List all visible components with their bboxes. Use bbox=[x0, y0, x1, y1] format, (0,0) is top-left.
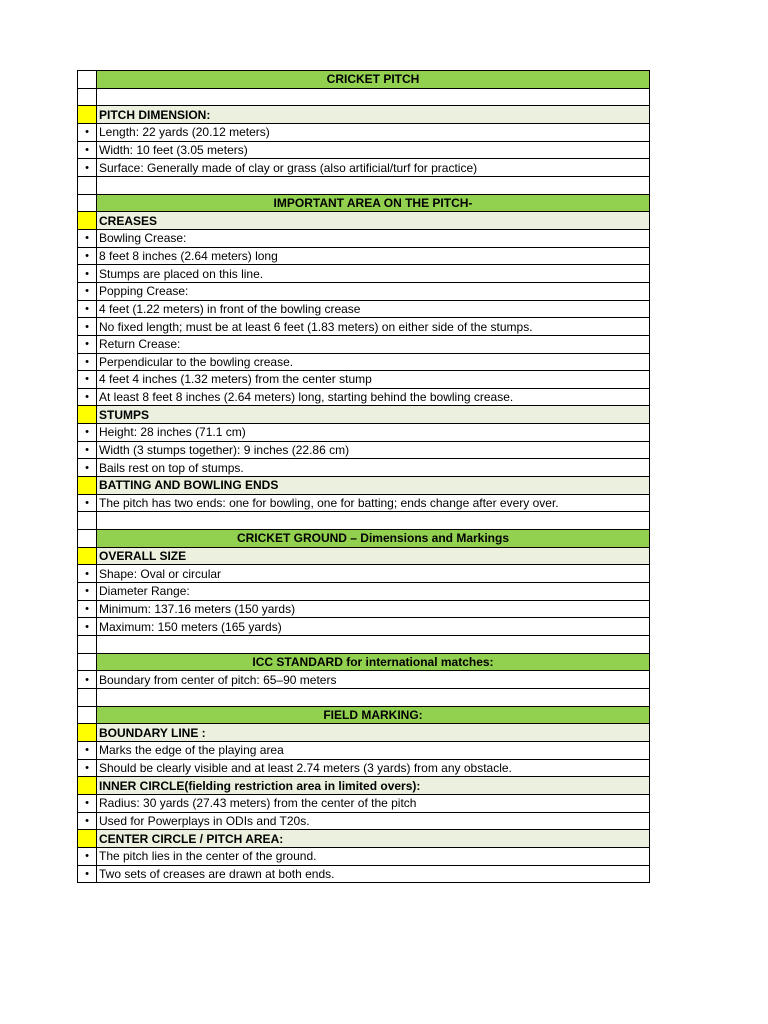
bullet-cell[interactable]: • bbox=[78, 389, 97, 406]
text-cell[interactable]: Used for Powerplays in ODIs and T20s. bbox=[97, 813, 650, 830]
text-cell[interactable]: Perpendicular to the bowling crease. bbox=[97, 354, 650, 371]
marker-cell[interactable] bbox=[78, 71, 97, 88]
section-title-row bbox=[78, 530, 650, 548]
marker-cell[interactable] bbox=[78, 707, 97, 724]
bullet-cell[interactable]: • bbox=[78, 318, 97, 335]
marker-cell[interactable] bbox=[78, 106, 97, 123]
text-cell[interactable]: Width: 10 feet (3.05 meters) bbox=[97, 142, 650, 159]
text-cell[interactable]: Height: 28 inches (71.1 cm) bbox=[97, 424, 650, 441]
bullet-cell[interactable]: • bbox=[78, 565, 97, 582]
bullet-row bbox=[78, 230, 650, 248]
section-title-row bbox=[78, 707, 650, 725]
section-header-row bbox=[78, 212, 650, 230]
marker-cell[interactable] bbox=[78, 89, 97, 106]
bullet-row bbox=[78, 813, 650, 831]
bullet-row bbox=[78, 283, 650, 301]
text-cell[interactable]: Maximum: 150 meters (165 yards) bbox=[97, 618, 650, 635]
section-title-cell[interactable]: FIELD MARKING: bbox=[97, 707, 650, 724]
bullet-cell[interactable]: • bbox=[78, 671, 97, 688]
section-header-row bbox=[78, 477, 650, 495]
section-title-cell[interactable]: IMPORTANT AREA ON THE PITCH- bbox=[97, 195, 650, 212]
bullet-cell[interactable]: • bbox=[78, 442, 97, 459]
section-header-cell[interactable]: CENTER CIRCLE / PITCH AREA: bbox=[97, 830, 650, 847]
empty-row bbox=[78, 689, 650, 707]
bullet-cell[interactable]: • bbox=[78, 866, 97, 883]
text-cell[interactable]: Popping Crease: bbox=[97, 283, 650, 300]
empty-row bbox=[78, 636, 650, 654]
section-title-cell[interactable]: CRICKET PITCH bbox=[97, 71, 650, 88]
section-header-row bbox=[78, 724, 650, 742]
bullet-row bbox=[78, 795, 650, 813]
text-cell[interactable]: Two sets of creases are drawn at both ends. bbox=[97, 866, 650, 883]
text-cell[interactable]: Should be clearly visible and at least 2.74 meters (3 yards) from any obstacle. bbox=[97, 760, 650, 777]
bullet-cell[interactable]: • bbox=[78, 354, 97, 371]
text-cell[interactable]: Surface: Generally made of clay or grass (also artificial/turf for practice) bbox=[97, 159, 650, 176]
text-cell[interactable] bbox=[97, 689, 650, 706]
text-cell[interactable]: Diameter Range: bbox=[97, 583, 650, 600]
text-cell[interactable]: The pitch has two ends: one for bowling, one for batting; ends change after every over. bbox=[97, 495, 650, 512]
text-cell[interactable]: No fixed length; must be at least 6 feet (1.83 meters) on either side of the stumps. bbox=[97, 318, 650, 335]
marker-cell[interactable] bbox=[78, 654, 97, 671]
bullet-cell[interactable]: • bbox=[78, 795, 97, 812]
bullet-row bbox=[78, 848, 650, 866]
text-cell[interactable]: Length: 22 yards (20.12 meters) bbox=[97, 124, 650, 141]
marker-cell[interactable] bbox=[78, 512, 97, 529]
text-cell[interactable]: Marks the edge of the playing area bbox=[97, 742, 650, 759]
empty-row bbox=[78, 177, 650, 195]
bullet-cell[interactable]: • bbox=[78, 265, 97, 282]
text-cell[interactable] bbox=[97, 89, 650, 106]
marker-cell[interactable] bbox=[78, 636, 97, 653]
marker-cell[interactable] bbox=[78, 777, 97, 794]
text-cell[interactable]: Radius: 30 yards (27.43 meters) from the center of the pitch bbox=[97, 795, 650, 812]
section-header-row bbox=[78, 777, 650, 795]
bullet-row bbox=[78, 671, 650, 689]
section-header-row bbox=[78, 548, 650, 566]
text-cell[interactable] bbox=[97, 636, 650, 653]
bullet-row bbox=[78, 866, 650, 884]
text-cell[interactable]: Bowling Crease: bbox=[97, 230, 650, 247]
spreadsheet-table bbox=[77, 70, 650, 883]
bullet-cell[interactable]: • bbox=[78, 583, 97, 600]
marker-cell[interactable] bbox=[78, 195, 97, 212]
section-header-cell[interactable]: PITCH DIMENSION: bbox=[97, 106, 650, 123]
text-cell[interactable]: 4 feet (1.22 meters) in front of the bowling crease bbox=[97, 301, 650, 318]
text-cell[interactable]: Return Crease: bbox=[97, 336, 650, 353]
text-cell[interactable]: Boundary from center of pitch: 65–90 meters bbox=[97, 671, 650, 688]
bullet-cell[interactable]: • bbox=[78, 495, 97, 512]
section-header-cell[interactable]: OVERALL SIZE bbox=[97, 548, 650, 565]
section-header-row bbox=[78, 830, 650, 848]
text-cell[interactable] bbox=[97, 177, 650, 194]
section-header-cell[interactable]: CREASES bbox=[97, 212, 650, 229]
bullet-row bbox=[78, 618, 650, 636]
marker-cell[interactable] bbox=[78, 689, 97, 706]
section-header-cell[interactable]: INNER CIRCLE(fielding restriction area in limited overs): bbox=[97, 777, 650, 794]
text-cell[interactable]: Stumps are placed on this line. bbox=[97, 265, 650, 282]
text-cell[interactable] bbox=[97, 512, 650, 529]
section-header-cell[interactable]: BATTING AND BOWLING ENDS bbox=[97, 477, 650, 494]
bullet-row bbox=[78, 371, 650, 389]
section-title-row bbox=[78, 654, 650, 672]
bullet-cell[interactable]: • bbox=[78, 760, 97, 777]
text-cell[interactable]: At least 8 feet 8 inches (2.64 meters) long, starting behind the bowling crease. bbox=[97, 389, 650, 406]
bullet-row bbox=[78, 248, 650, 266]
bullet-row bbox=[78, 601, 650, 619]
section-title-cell[interactable]: ICC STANDARD for international matches: bbox=[97, 654, 650, 671]
bullet-cell[interactable]: • bbox=[78, 618, 97, 635]
marker-cell[interactable] bbox=[78, 830, 97, 847]
text-cell[interactable]: The pitch lies in the center of the ground. bbox=[97, 848, 650, 865]
marker-cell[interactable] bbox=[78, 177, 97, 194]
empty-row bbox=[78, 89, 650, 107]
bullet-cell[interactable]: • bbox=[78, 459, 97, 476]
bullet-row bbox=[78, 442, 650, 460]
bullet-cell[interactable]: • bbox=[78, 742, 97, 759]
marker-cell[interactable] bbox=[78, 724, 97, 741]
section-header-row bbox=[78, 106, 650, 124]
bullet-cell[interactable]: • bbox=[78, 336, 97, 353]
marker-cell[interactable] bbox=[78, 477, 97, 494]
text-cell[interactable]: Minimum: 137.16 meters (150 yards) bbox=[97, 601, 650, 618]
text-cell[interactable]: 8 feet 8 inches (2.64 meters) long bbox=[97, 248, 650, 265]
bullet-row bbox=[78, 495, 650, 513]
bullet-row bbox=[78, 159, 650, 177]
bullet-cell[interactable]: • bbox=[78, 301, 97, 318]
text-cell[interactable]: Width (3 stumps together): 9 inches (22.86 cm) bbox=[97, 442, 650, 459]
bullet-row bbox=[78, 389, 650, 407]
section-header-cell[interactable]: BOUNDARY LINE : bbox=[97, 724, 650, 741]
bullet-cell[interactable]: • bbox=[78, 424, 97, 441]
bullet-row bbox=[78, 742, 650, 760]
bullet-cell[interactable]: • bbox=[78, 601, 97, 618]
section-header-cell[interactable]: STUMPS bbox=[97, 406, 650, 423]
bullet-row bbox=[78, 301, 650, 319]
bullet-row bbox=[78, 265, 650, 283]
text-cell[interactable]: Shape: Oval or circular bbox=[97, 565, 650, 582]
bullet-row bbox=[78, 336, 650, 354]
bullet-cell[interactable]: • bbox=[78, 124, 97, 141]
bullet-row bbox=[78, 142, 650, 160]
section-title-row bbox=[78, 195, 650, 213]
marker-cell[interactable] bbox=[78, 530, 97, 547]
marker-cell[interactable] bbox=[78, 212, 97, 229]
bullet-cell[interactable]: • bbox=[78, 848, 97, 865]
section-title-cell[interactable]: CRICKET GROUND – Dimensions and Markings bbox=[97, 530, 650, 547]
bullet-cell[interactable]: • bbox=[78, 248, 97, 265]
section-title-row bbox=[78, 71, 650, 89]
text-cell[interactable]: 4 feet 4 inches (1.32 meters) from the center stump bbox=[97, 371, 650, 388]
bullet-row bbox=[78, 565, 650, 583]
bullet-cell[interactable]: • bbox=[78, 142, 97, 159]
marker-cell[interactable] bbox=[78, 548, 97, 565]
bullet-row bbox=[78, 124, 650, 142]
section-header-row bbox=[78, 406, 650, 424]
bullet-row bbox=[78, 318, 650, 336]
marker-cell[interactable] bbox=[78, 406, 97, 423]
bullet-row bbox=[78, 583, 650, 601]
bullet-cell[interactable]: • bbox=[78, 159, 97, 176]
text-cell[interactable]: Bails rest on top of stumps. bbox=[97, 459, 650, 476]
bullet-cell[interactable]: • bbox=[78, 813, 97, 830]
bullet-row bbox=[78, 459, 650, 477]
bullet-cell[interactable]: • bbox=[78, 283, 97, 300]
bullet-cell[interactable]: • bbox=[78, 230, 97, 247]
bullet-cell[interactable]: • bbox=[78, 371, 97, 388]
bullet-row bbox=[78, 354, 650, 372]
bullet-row bbox=[78, 424, 650, 442]
empty-row bbox=[78, 512, 650, 530]
bullet-row bbox=[78, 760, 650, 778]
